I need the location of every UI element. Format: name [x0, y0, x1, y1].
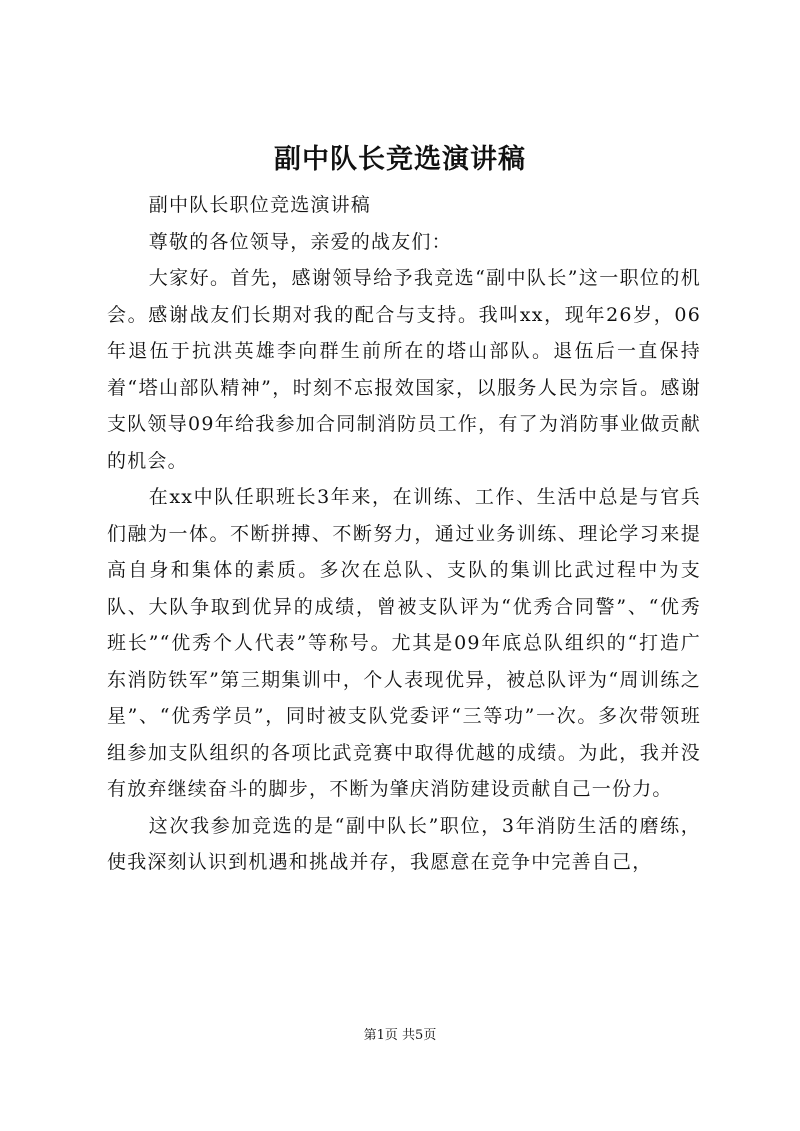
subtitle-paragraph: 副中队长职位竞选演讲稿 [148, 194, 371, 216]
document-body [107, 187, 701, 881]
body-paragraph: 这次我参加竞选的是“副中队长”职位，3年消防生活的磨练，使我深刻认识到机遇和挑战并存，我愿意在竞争中完善自己， [107, 814, 701, 873]
document-title: 副中队长竞选演讲稿 [274, 144, 526, 175]
body-paragraph: 在xx中队任职班长3年来，在训练、工作、生活中总是与官兵们融为一体。不断拼搏、不断努力，通过业务训练、理论学习来提高自身和集体的素质。多次在总队、支队的集训比武过程中为支队、大队争取到优异的成绩，曾被支队评为“优秀合同警”、“优秀班长”“优秀个人代表”等称号。尤其是09年底总队组织的“打造广东消防铁军”第三期集训中，个人表现优异，被总队评为“周训练之星”、“优秀学员”，同时被支队党委评“三等功”一次。多次带领班组参加支队组织的各项比武竞赛中取得优越的成绩。为此，我并没有放弃继续奋斗的脚步，不断为肇庆消防建设贡献自己一份力。 [107, 486, 701, 800]
salutation-paragraph: 尊敬的各位领导，亲爱的战友们： [148, 230, 452, 253]
page-number-footer: 第1页 共5页 [363, 1028, 437, 1043]
body-paragraph: 大家好。首先，感谢领导给予我竞选“副中队长”这一职位的机会。感谢战友们长期对我的配合与支持。我叫xx，现年26岁，06年退伍于抗洪英雄李向群生前所在的塔山部队。退伍后一直保持着“塔山部队精神”，时刻不忘报效国家，以服务人民为宗旨。感谢支队领导09年给我参加合同制消防员工作，有了为消防事业做贡献的机会。 [107, 267, 701, 472]
